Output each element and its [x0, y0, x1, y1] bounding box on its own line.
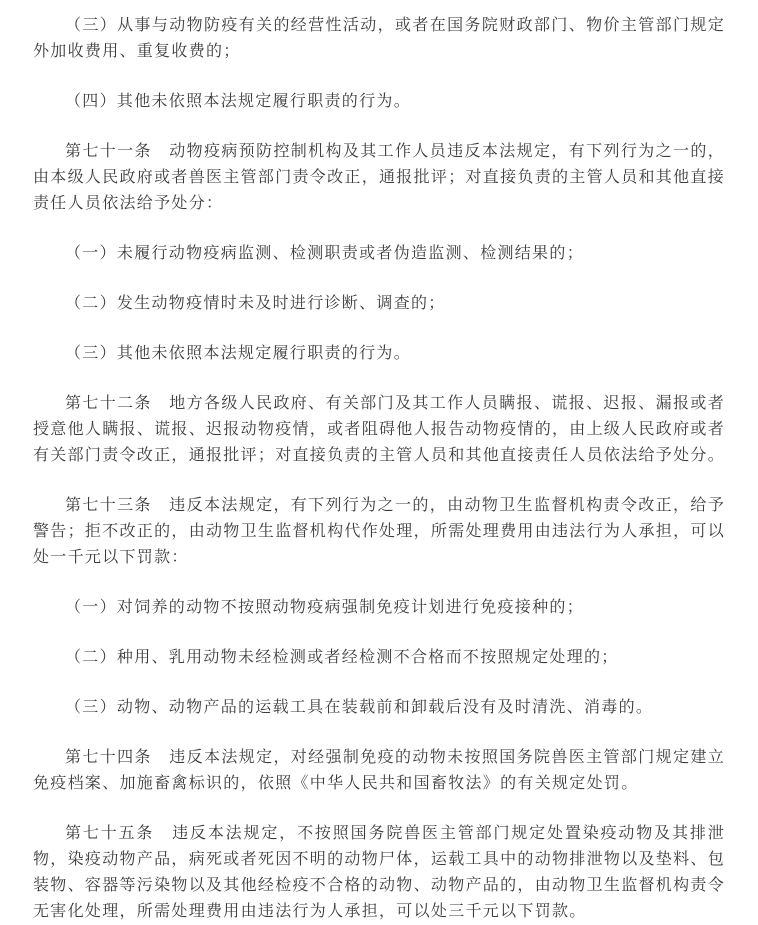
paragraph: （三）从事与动物防疫有关的经营性活动，或者在国务院财政部门、物价主管部门规定外加收费用、重复收费的；	[33, 17, 725, 60]
paragraph: （二）发生动物疫情时未及时进行诊断、调查的；	[65, 295, 446, 312]
document-body	[33, 13, 725, 925]
paragraph: （三）其他未依照本法规定履行职责的行为。	[65, 345, 412, 362]
paragraph: （一）未履行动物疫病监测、检测职责或者伪造监测、检测结果的；	[65, 245, 585, 262]
paragraph: （三）动物、动物产品的运载工具在装载前和卸载后没有及时清洗、消毒的。	[65, 699, 654, 716]
paragraph: 第七十二条 地方各级人民政府、有关部门及其工作人员瞒报、谎报、迟报、漏报或者授意他人瞒报、谎报、迟报动物疫情，或者阻碍他人报告动物疫情的，由上级人民政府或者有关部门责令改正，通报批评；对直接负责的主管人员和其他直接责任人员依法给予处分。	[33, 395, 726, 464]
paragraph: （一）对饲养的动物不按照动物疫病强制免疫计划进行免疫接种的；	[65, 599, 585, 616]
paragraph: 第七十五条 违反本法规定，不按照国务院兽医主管部门规定处置染疫动物及其排泄物，染疫动物产品，病死或者死因不明的动物尸体，运载工具中的动物排泄物以及垫料、包装物、容器等污染物以及其他经检疫不合格的动物、动物产品的，由动物卫生监督机构责令无害化处理，所需处理费用由违法行为人承担，可以处三千元以下罚款。	[33, 825, 726, 920]
paragraph: 第七十一条 动物疫病预防控制机构及其工作人员违反本法规定，有下列行为之一的，由本级人民政府或者兽医主管部门责令改正，通报批评；对直接负责的主管人员和其他直接责任人员依法给予处分：	[33, 143, 726, 212]
paragraph: 第七十四条 违反本法规定，对经强制免疫的动物未按照国务院兽医主管部门规定建立免疫档案、加施畜禽标识的，依照《中华人民共和国畜牧法》的有关规定处罚。	[33, 749, 725, 792]
paragraph: （四）其他未依照本法规定履行职责的行为。	[65, 93, 412, 110]
paragraph: （二）种用、乳用动物未经检测或者经检测不合格而不按照规定处理的；	[65, 649, 619, 666]
paragraph: 第七十三条 违反本法规定，有下列行为之一的，由动物卫生监督机构责令改正，给予警告；拒不改正的，由动物卫生监督机构代作处理，所需处理费用由违法行为人承担，可以处一千元以下罚款：	[33, 497, 726, 566]
